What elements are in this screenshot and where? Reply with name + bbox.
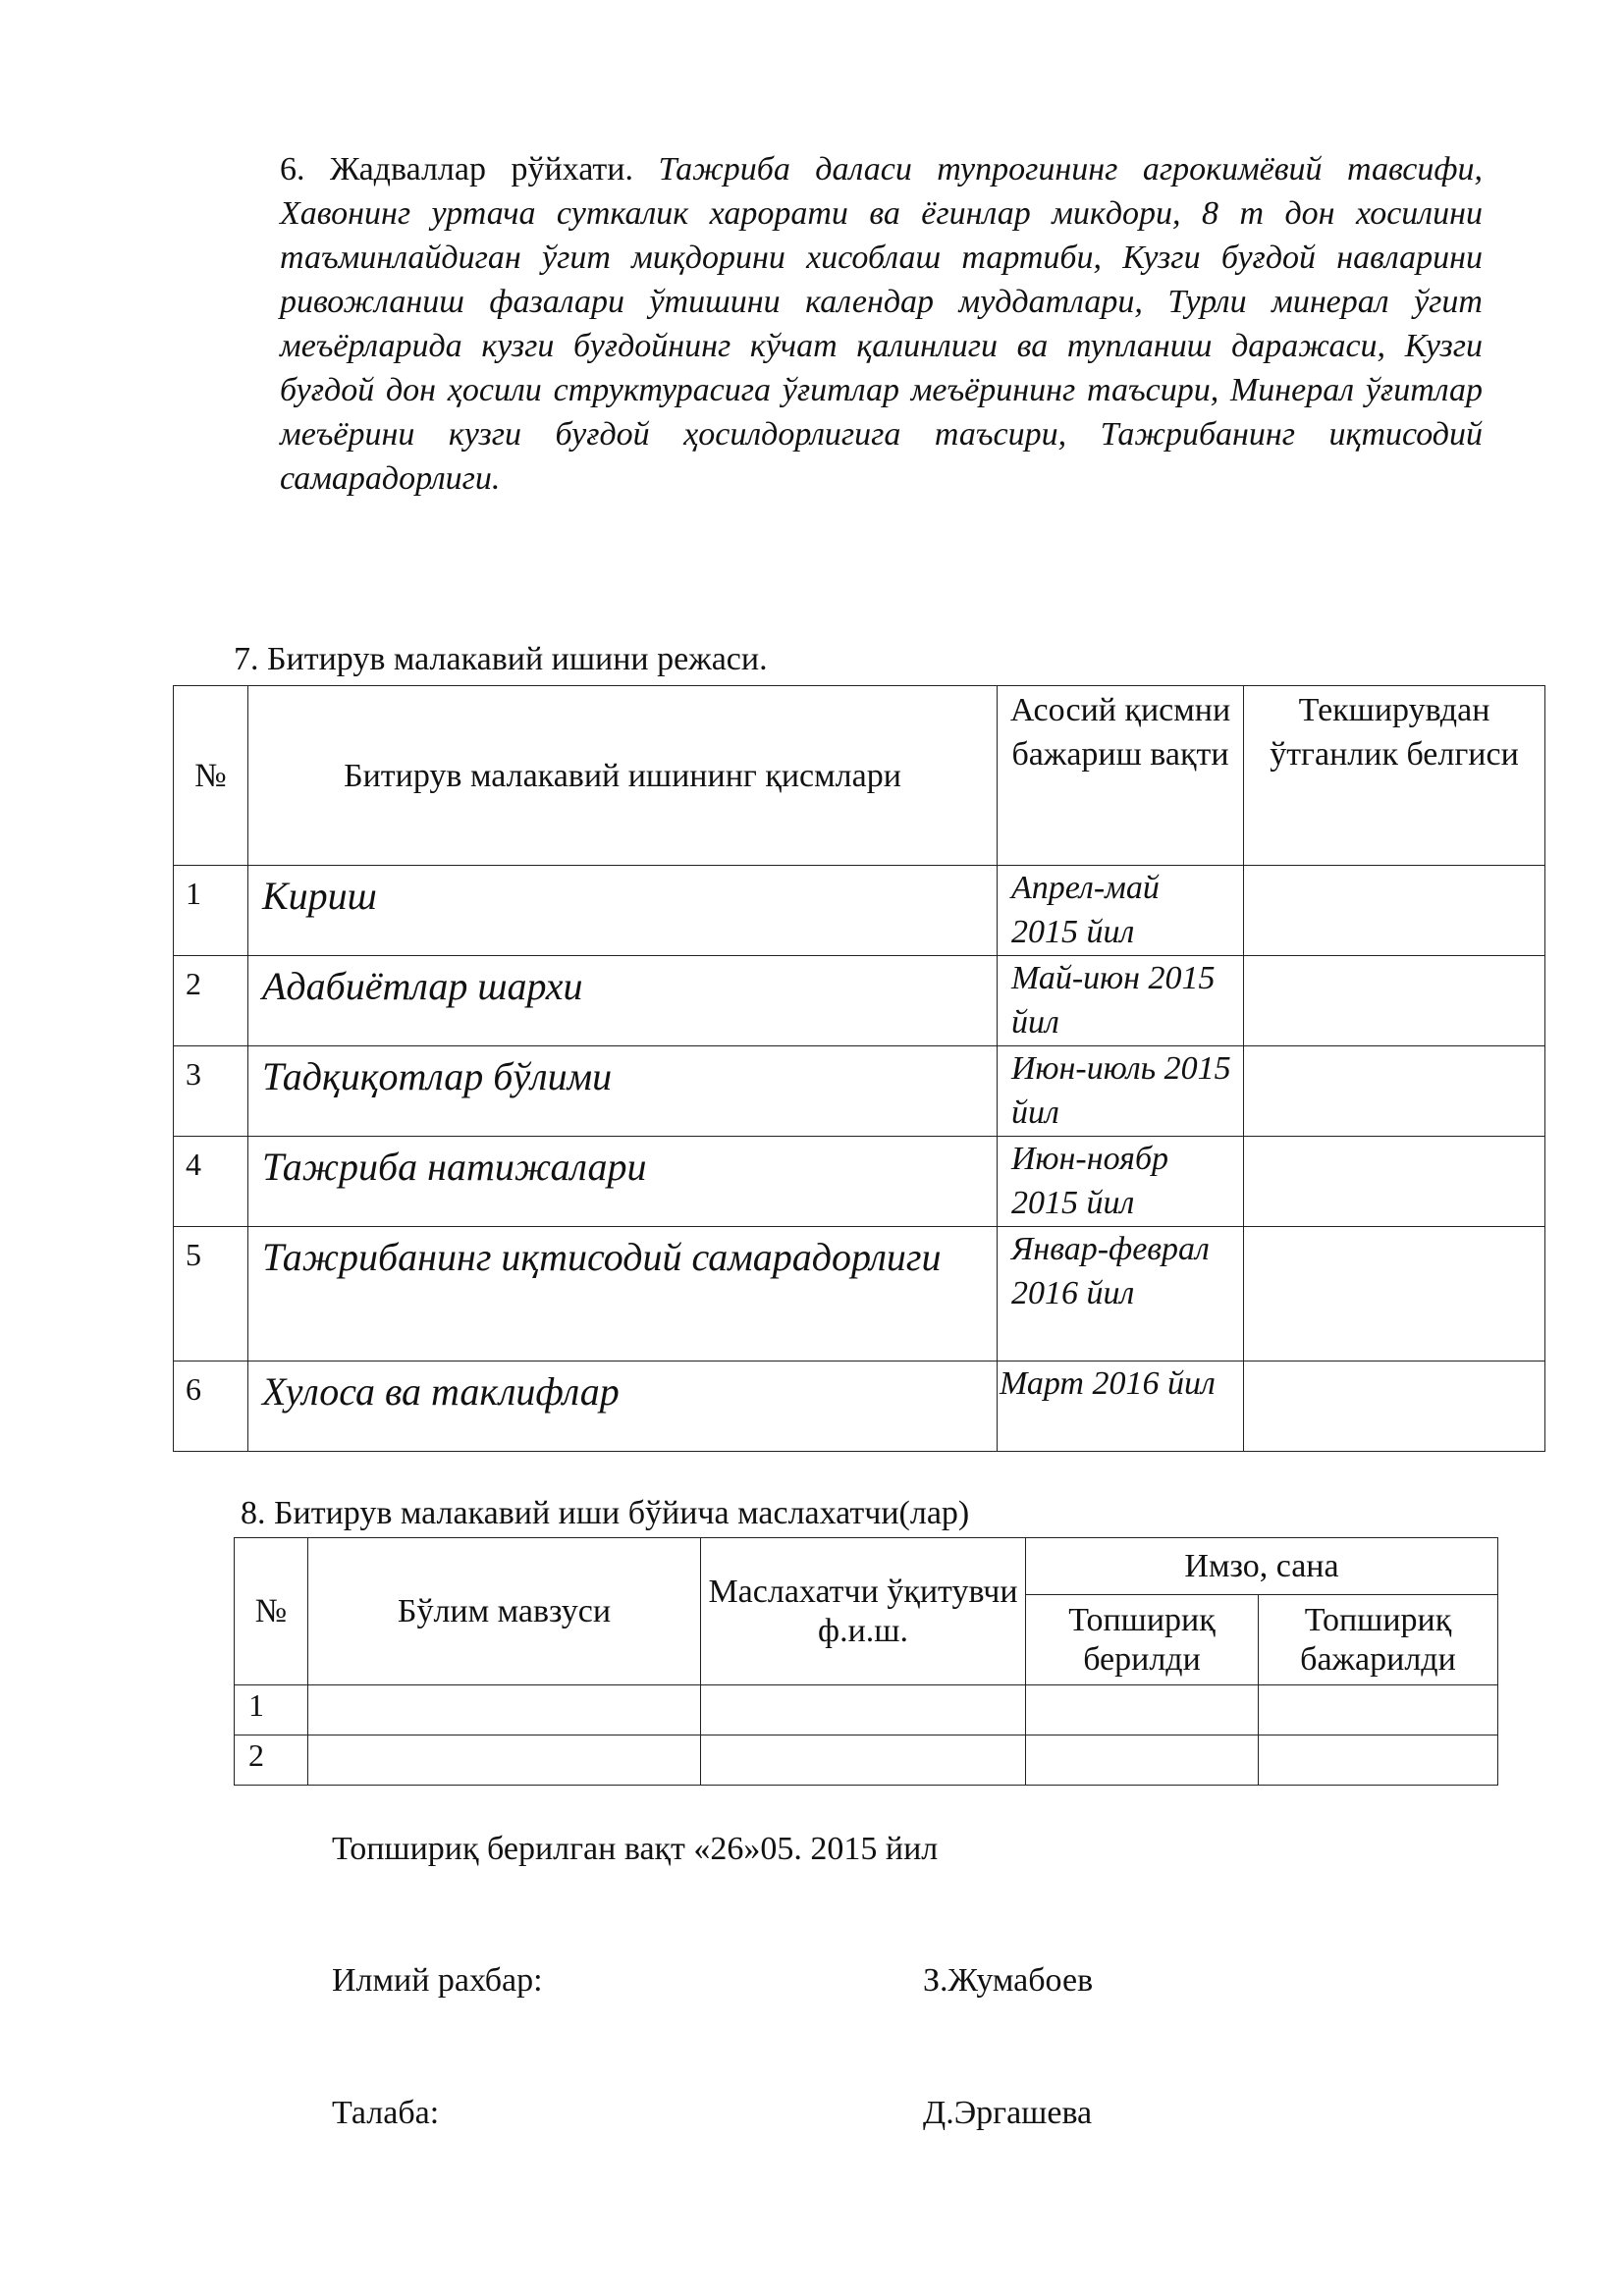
advisors-header-topic: Бўлим мавзуси [308,1538,701,1685]
row-done [1259,1735,1498,1786]
row-check [1244,1137,1545,1227]
table-row [235,1735,1498,1786]
assignment-date: Топшириқ берилган вақт «26»05. 2015 йил [332,1831,939,1867]
section-6-number: 6. Жадваллар рўйхати. [280,151,633,187]
row-part: Хулоса ва таклифлар [248,1362,998,1452]
row-time: Январ-феврал 2016 йил [998,1227,1244,1362]
row-check [1244,1362,1545,1452]
advisors-table [234,1537,1498,1786]
student-name: Д.Эргашева [923,2095,1093,2131]
section-7-heading: 7. Битирув малакавий ишини режаси. [234,641,768,677]
row-time: Март 2016 йил [998,1362,1244,1452]
row-number: 5 [174,1227,248,1362]
table-row [174,866,1545,956]
plan-header-time: Асосий қисмни бажариш вақти [998,686,1244,866]
row-part: Тажрибанинг иқтисодий самарадорлиги [248,1227,998,1362]
advisors-header-num: № [235,1538,308,1685]
plan-header-num: № [174,686,248,866]
advisors-header-row-1 [235,1538,1498,1595]
row-number: 2 [235,1735,308,1786]
row-number: 3 [174,1046,248,1137]
section-6-table-list [280,147,1483,501]
table-row [174,1362,1545,1452]
row-number: 1 [174,866,248,956]
table-row [174,1227,1545,1362]
row-part: Адабиётлар шархи [248,956,998,1046]
row-time: Апрел-май 2015 йил [998,866,1244,956]
row-check [1244,1046,1545,1137]
row-advisor [701,1685,1026,1735]
row-advisor [701,1735,1026,1786]
row-time: Июн-ноябр 2015 йил [998,1137,1244,1227]
row-time: Июн-июль 2015 йил [998,1046,1244,1137]
student-label: Талаба: [332,2095,440,2131]
row-part: Тажриба натижалари [248,1137,998,1227]
row-number: 6 [174,1362,248,1452]
advisors-header-advisor: Маслахатчи ўқитувчи ф.и.ш. [701,1538,1026,1685]
row-done [1259,1685,1498,1735]
plan-header-row [174,686,1545,866]
row-time: Май-июн 2015 йил [998,956,1244,1046]
table-row [235,1685,1498,1735]
row-given [1026,1735,1259,1786]
row-number: 4 [174,1137,248,1227]
row-part: Тадқиқотлар бўлими [248,1046,998,1137]
row-check [1244,956,1545,1046]
row-topic [308,1735,701,1786]
section-6-text: Тажриба даласи тупрогининг агрокимёвий тавсифи, Хавонинг уртача суткалик харорати ва ёгинлар микдори, 8 т дон хосилини таъминлайдиган ўгит миқдорини хисоблаш тартиби, Кузги буғдой навларини ривожланиш фазалари ўтишини календар муддатлари, Турли минерал ўгит меъёрларида кузги буғдойнинг кўчат қалинлиги ва тупланиш даражаси, Кузги буғдой дон ҳосили структурасига ўғитлар меъёрининг таъсири, Минерал ўғитлар меъёрини кузги буғдой ҳосилдорлигига таъсири, Тажрибанинг иқтисодий самарадорлиги. [280,151,1484,497]
section-8-heading: 8. Битирув малакавий иши бўйича маслахатчи(лар) [241,1495,970,1531]
advisors-header-sign-date: Имзо, сана [1026,1538,1498,1595]
row-check [1244,1227,1545,1362]
supervisor-label: Илмий рахбар: [332,1962,543,1999]
advisors-header-given: Топшириқ берилди [1026,1595,1259,1685]
row-check [1244,866,1545,956]
advisors-header-done: Топшириқ бажарилди [1259,1595,1498,1685]
row-number: 2 [174,956,248,1046]
table-row [174,1046,1545,1137]
thesis-plan-table [173,685,1545,1452]
plan-header-part: Битирув малакавий ишининг қисмлари [248,686,998,866]
table-row [174,956,1545,1046]
row-part: Кириш [248,866,998,956]
plan-header-check: Текширувдан ўтганлик белгиси [1244,686,1545,866]
row-number: 1 [235,1685,308,1735]
row-given [1026,1685,1259,1735]
supervisor-name: З.Жумабоев [923,1962,1094,1999]
row-topic [308,1685,701,1735]
table-row [174,1137,1545,1227]
